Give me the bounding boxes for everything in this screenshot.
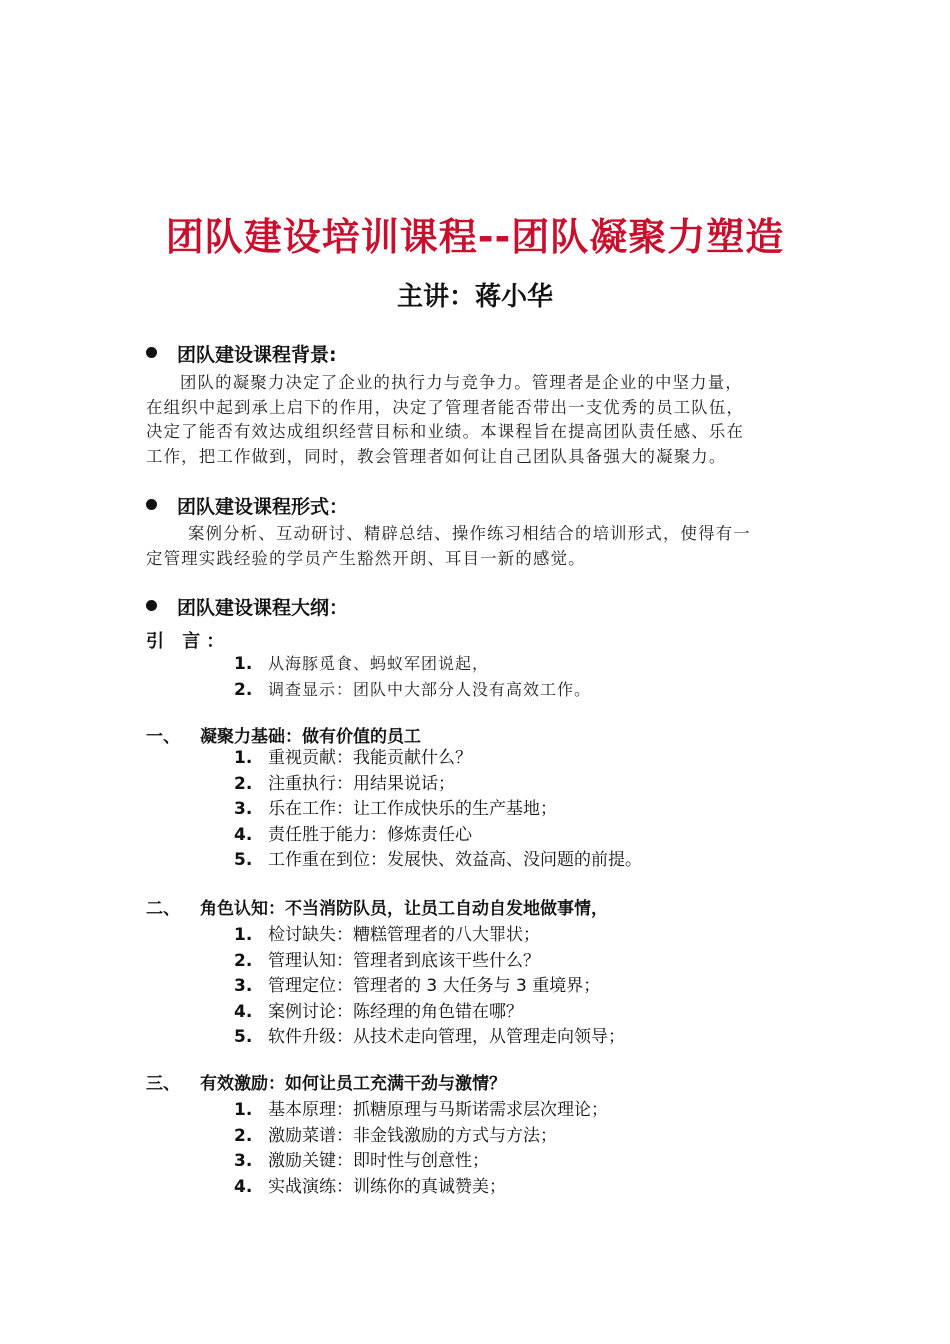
section-heading-background: [146, 340, 337, 367]
format-paragraph: [146, 522, 808, 571]
bullet-dot-icon: [146, 600, 157, 611]
list-item: 1. 检讨缺失：糟糕管理者的八大罪状；: [234, 925, 540, 945]
list-item: 3. 激励关键：即时性与创意性；: [234, 1151, 489, 1171]
list-item: 2. 管理认知：管理者到底该干些什么？: [234, 950, 540, 971]
intro-label: 引 言：: [146, 631, 231, 652]
speaker-line: 主讲：蒋小华: [396, 282, 553, 312]
paragraph-line: 工作，把工作做到，同时，教会管理者如何让自己团队具备强大的凝聚力。: [146, 446, 727, 466]
chapter-2-list: [234, 923, 625, 1051]
chapter-heading-3: 三、 有效激励：如何让员工充满干劲与激情？: [146, 1074, 506, 1094]
list-item: 1. 从海豚觅食、蚂蚁军团说起，: [234, 654, 490, 674]
section-heading-text: 团队建设课程形式：: [177, 496, 349, 518]
section-heading-format: [146, 492, 348, 519]
list-item: 4. 实战演练：训练你的真诚赞美；: [234, 1176, 506, 1197]
paragraph-line: 团队的凝聚力决定了企业的执行力与竞争力。管理者是企业的中坚力量，: [180, 373, 743, 392]
bullet-dot-icon: [146, 347, 157, 358]
list-item: 2. 激励菜谱：非金钱激励的方式与方法；: [234, 1125, 557, 1146]
section-heading-text: 团队建设课程大纲：: [177, 597, 349, 619]
list-item: 4. 案例讨论：陈经理的角色错在哪？: [234, 1001, 523, 1022]
paragraph-line: 案例分析、互动研讨、精辟总结、操作练习相结合的培训形式，使得有一: [188, 524, 751, 543]
list-item: 1. 重视贡献：我能贡献什么？: [234, 748, 472, 768]
list-item: 2. 调查显示：团队中大部分人没有高效工作。: [234, 679, 592, 700]
paragraph-line: 决定了能否有效达成组织经营目标和业绩。本课程旨在提高团队责任感、乐在: [146, 422, 745, 441]
list-item: 3. 管理定位：管理者的 3 大任务与 3 重境界；: [234, 976, 601, 996]
section-heading-outline: [146, 593, 348, 620]
list-item: 1. 基本原理：抓糖原理与马斯诺需求层次理论；: [234, 1100, 608, 1120]
bullet-dot-icon: [146, 499, 157, 510]
paragraph-line: 定管理实践经验的学员产生豁然开朗、耳目一新的感觉。: [146, 548, 586, 568]
section-heading-text: 团队建设课程背景:: [177, 344, 337, 366]
chapter-3-list: [234, 1098, 608, 1200]
chapter-heading-1: 一、 凝聚力基础：做有价值的员工: [146, 727, 421, 747]
list-item: 5. 软件升级：从技术走向管理，从管理走向领导；: [234, 1027, 625, 1047]
chapter-1-list: [234, 746, 642, 874]
paragraph-line: 在组织中起到承上启下的作用，决定了管理者能否带出一支优秀的员工队伍，: [146, 397, 745, 417]
list-item: 4. 责任胜于能力：修炼责任心: [234, 824, 472, 845]
intro-list: [234, 651, 591, 702]
chapter-heading-2: 二、 角色认知：不当消防队员，让员工自动自发地做事情，: [146, 899, 608, 919]
list-item: 5. 工作重在到位：发展快、效益高、没问题的前提。: [234, 850, 642, 870]
list-item: 2. 注重执行：用结果说话；: [234, 773, 455, 794]
page-title: 团队建设培训课程--团队凝聚力塑造: [165, 215, 785, 259]
list-item: 3. 乐在工作：让工作成快乐的生产基地；: [234, 799, 557, 819]
background-paragraph: [146, 371, 808, 469]
